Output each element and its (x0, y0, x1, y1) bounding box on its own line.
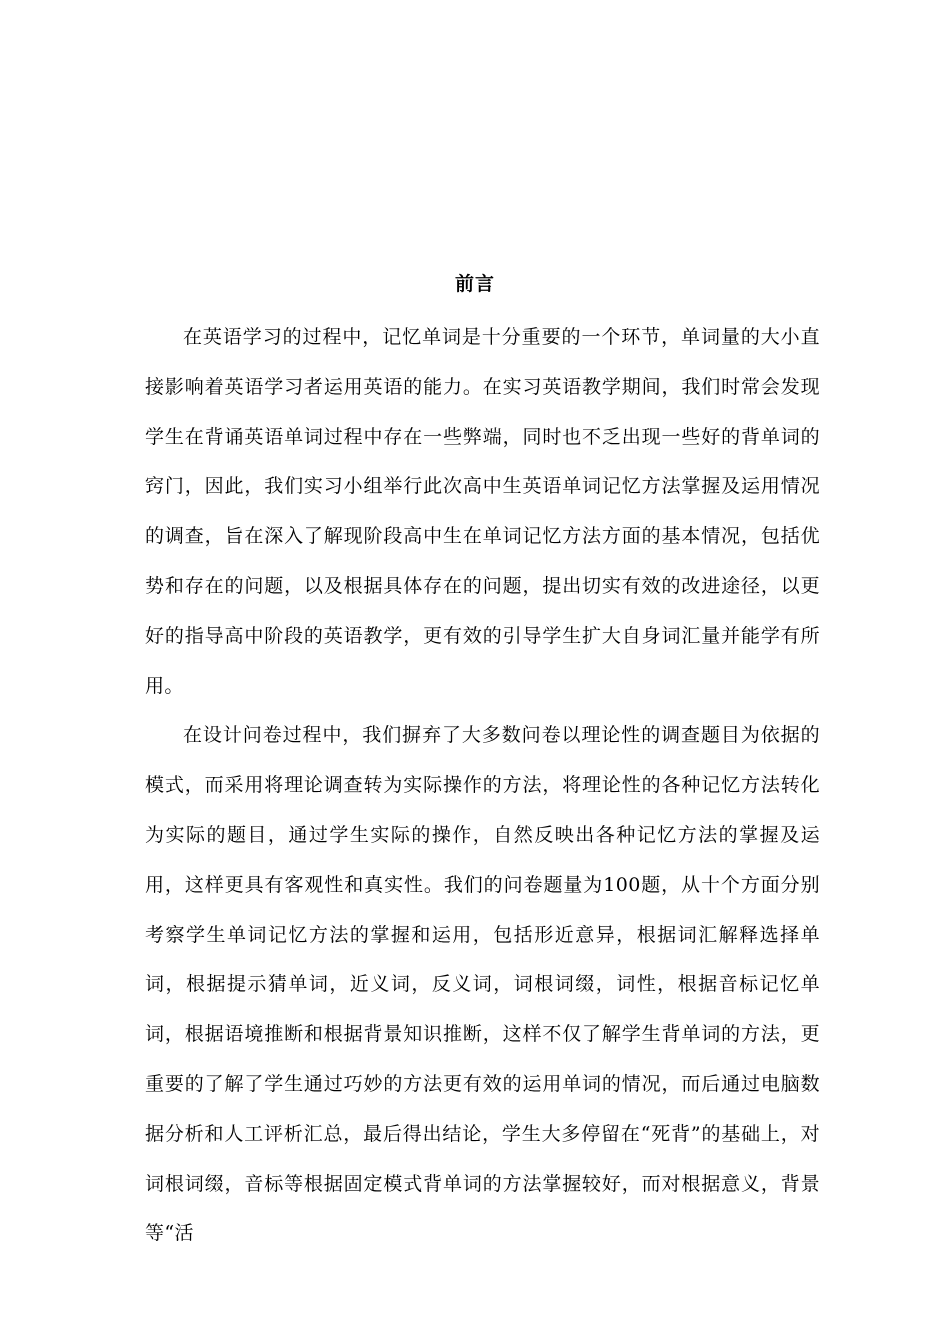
body-text (145, 313, 820, 1259)
paragraph-2: 在设计问卷过程中，我们摒弃了大多数问卷以理论性的调查题目为依据的模式，而采用将理论调查转为实际操作的方法，将理论性的各种记忆方法转化为实际的题目，通过学生实际的操作，自然反映出各种记忆方法的掌握及运用，这样更具有客观性和真实性。我们的问卷题量为100题，从十个方面分别考察学生单词记忆方法的掌握和运用，包括形近意异，根据词汇解释选择单词，根据提示猜单词，近义词，反义词，词根词缀，词性，根据音标记忆单词，根据语境推断和根据背景知识推断，这样不仅了解学生背单词的方法，更重要的了解了学生通过巧妙的方法更有效的运用单词的情况，而后通过电脑数据分析和人工评析汇总，最后得出结论，学生大多停留在“死背”的基础上，对词根词缀，音标等根据固定模式背单词的方法掌握较好，而对根据意义，背景等“活 (145, 724, 820, 1245)
page-title: 前言 (454, 273, 495, 295)
paragraph-1: 在英语学习的过程中，记忆单词是十分重要的一个环节，单词量的大小直接影响着英语学习者运用英语的能力。在实习英语教学期间，我们时常会发现学生在背诵英语单词过程中存在一些弊端，同时也不乏出现一些好的背单词的窍门，因此，我们实习小组举行此次高中生英语单词记忆方法掌握及运用情况的调查，旨在深入了解现阶段高中生在单词记忆方法方面的基本情况，包括优势和存在的问题，以及根据具体存在的问题，提出切实有效的改进途径，以更好的指导高中阶段的英语教学，更有效的引导学生扩大自身词汇量并能学有所用。 (145, 326, 820, 697)
